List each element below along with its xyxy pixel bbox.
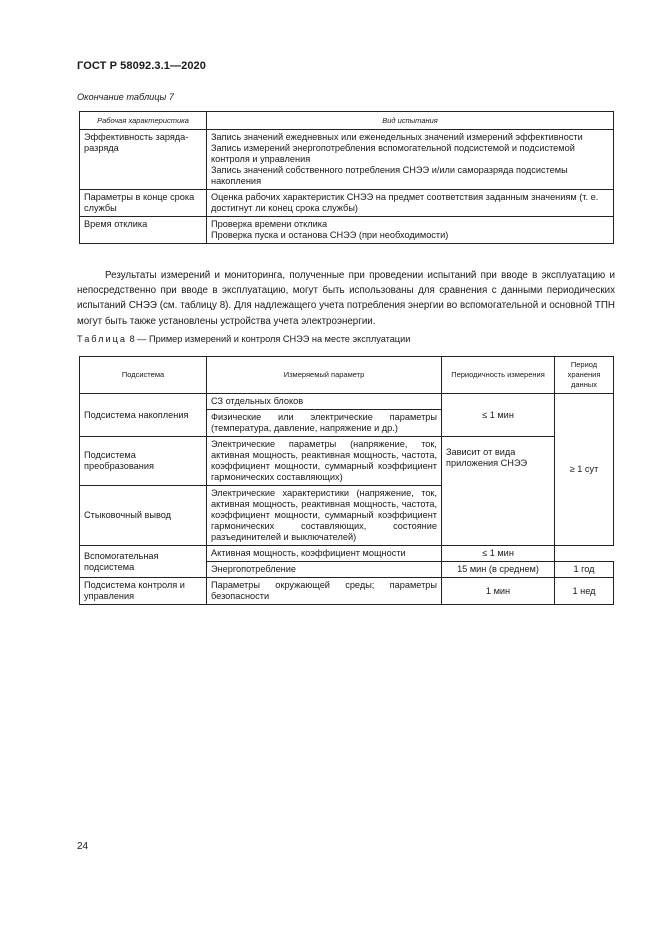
table-header-row <box>80 357 614 394</box>
subsystem-cell: Подсистема преобразования <box>80 437 207 486</box>
caption-label: Таблица <box>77 334 128 344</box>
test-item: Оценка рабочих характеристик СНЭЭ на предмет соответствия заданным значениям (т. е. достигнут ли конец срока службы) <box>211 192 599 213</box>
test-item: Запись значений ежедневных или еженедельных значений измерений эффективности <box>211 132 583 142</box>
test-item: Запись значений собственного потребления СНЭЭ и/или саморазряда подсистемы накопления <box>211 165 568 186</box>
subsystem-cell: Подсистема контроля и управления <box>80 578 207 605</box>
characteristic-cell: Эффективность заряда-разряда <box>80 130 207 190</box>
table7-caption: Окончание таблицы 7 <box>77 92 174 102</box>
table-header-row <box>80 112 614 130</box>
table-row <box>80 437 614 486</box>
retention-cell: 1 год <box>555 562 614 578</box>
characteristic-cell: Время отклика <box>80 217 207 244</box>
page-number: 24 <box>77 841 89 852</box>
column-header: Рабочая характеристика <box>80 112 207 130</box>
period-cell: ≤ 1 мин <box>442 394 555 437</box>
document-code: ГОСТ Р 58092.3.1—2020 <box>77 60 206 72</box>
subsystem-cell: Вспомогательная подсистема <box>80 546 207 578</box>
body-paragraph <box>77 268 615 329</box>
caption-text: 8 — Пример измерений и контроля СНЭЭ на месте эксплуатации <box>127 334 411 344</box>
parameter-cell: Энергопотребление <box>207 562 442 578</box>
period-cell: 1 мин <box>442 578 555 605</box>
test-item: Запись измерений энергопотребления вспомогательной подсистемой и подсистемой контроля и управления <box>211 143 575 164</box>
table-row <box>80 190 614 217</box>
period-cell <box>442 437 555 546</box>
table-8 <box>79 356 614 605</box>
parameter-cell: Активная мощность, коэффициент мощности <box>207 546 442 562</box>
column-header: Измеряемый параметр <box>207 357 442 394</box>
paragraph-text: Результаты измерений и мониторинга, полученные при проведении испытаний при вводе в эксплуатацию и непосредственно при вводе в эксплуатацию, могут быть использованы для сравнения с данными периодических испытаний СНЭЭ (см. таблицу 8). Для надлежащего учета потребления энергии во вспомогательной и основной ТПН могут быть также установлены устройства учета электроэнергии. <box>77 270 615 327</box>
subsystem-cell: Стыковочный вывод <box>80 486 207 546</box>
retention-cell: 1 нед <box>555 578 614 605</box>
table-row <box>80 130 614 190</box>
column-header: Период хранения данных <box>555 357 614 394</box>
parameter-cell: Электрические характеристики (напряжение, ток, активная мощность, реактивная мощность, частота, коэффициент мощности, суммарный коэффициент гармонических составляющих, состояние разъединителей и выключателей) <box>207 486 442 546</box>
column-header: Вид испытания <box>207 112 614 130</box>
retention-cell: ≥ 1 сут <box>555 394 614 546</box>
table-row <box>80 217 614 244</box>
table-7 <box>79 111 614 244</box>
parameter-cell: СЗ отдельных блоков <box>207 394 442 410</box>
subsystem-cell: Подсистема накопления <box>80 394 207 437</box>
parameter-cell: Электрические параметры (напряжение, ток, активная мощность, реактивная мощность, частота, коэффициент мощности, суммарный коэффициент гармонических составляющих) <box>207 437 442 486</box>
table-row <box>80 546 614 562</box>
table8-caption <box>77 334 410 344</box>
tests-cell <box>207 130 614 190</box>
test-item: Проверка времени отклика <box>211 219 328 229</box>
tests-cell <box>207 190 614 217</box>
characteristic-cell: Параметры в конце срока службы <box>80 190 207 217</box>
period-text: Зависит от вида приложения СНЭЭ <box>446 447 528 468</box>
parameter-cell: Физические или электрические параметры (температура, давление, напряжение и др.) <box>207 410 442 437</box>
table-row <box>80 578 614 605</box>
test-item: Проверка пуска и останова СНЭЭ (при необходимости) <box>211 230 449 240</box>
period-cell: ≤ 1 мин <box>442 546 555 562</box>
column-header: Подсистема <box>80 357 207 394</box>
table-row <box>80 394 614 410</box>
column-header: Периодичность измерения <box>442 357 555 394</box>
tests-cell <box>207 217 614 244</box>
parameter-cell: Параметры окружающей среды; параметры безопасности <box>207 578 442 605</box>
period-cell: 15 мин (в среднем) <box>442 562 555 578</box>
